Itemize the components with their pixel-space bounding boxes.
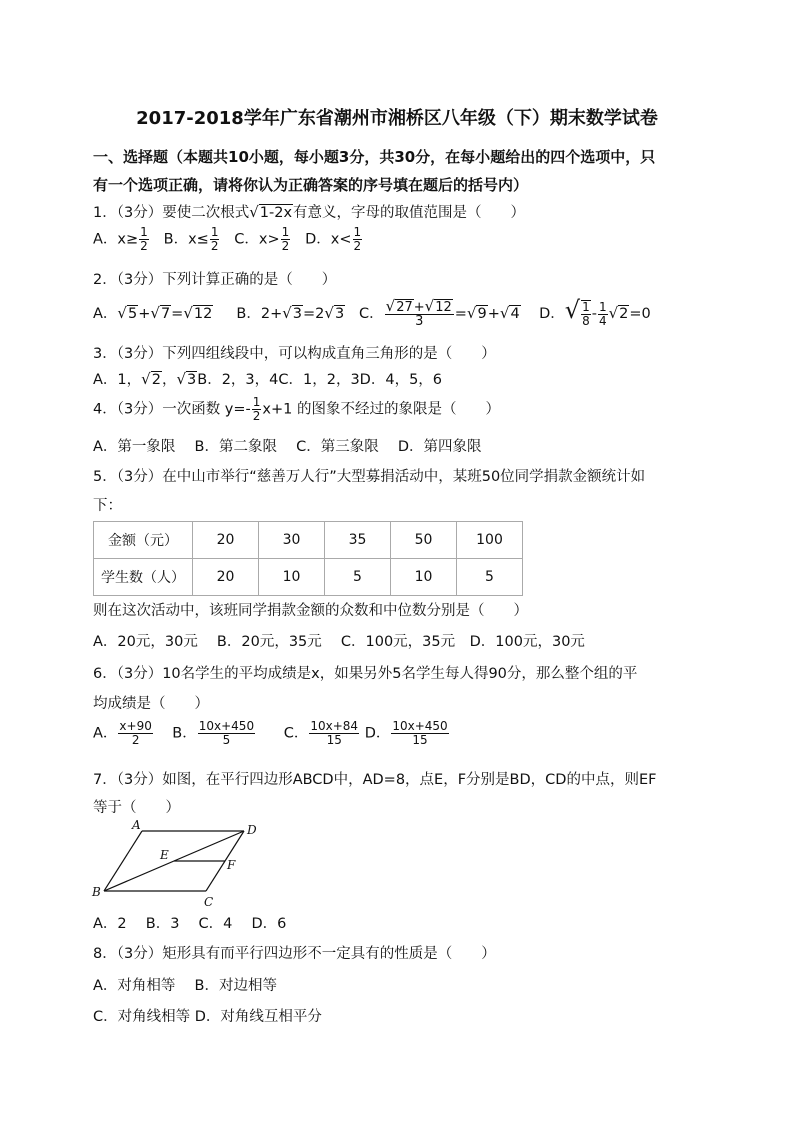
- q7-stem-line2: 等于（ ）: [93, 800, 180, 816]
- q2-options: A．√5+√7=√12 B．2+√3=2√3 C． $\frac{√27+√12}{3}$ =√9+√4 D．√ $\frac{1}{8}$ - $\frac{1}{4}$ √2=0: [93, 296, 651, 329]
- table-cell: 35: [325, 522, 391, 559]
- page-title: 2017-2018学年广东省潮州市湘桥区八年级（下）期末数学试卷: [136, 108, 658, 129]
- q1-frac-b: $\frac{1}{2}$: [210, 225, 219, 253]
- q1-option-a: A．x≥: [93, 231, 139, 248]
- table-row: [94, 559, 523, 596]
- q1-option-c: C．x>: [234, 231, 280, 248]
- q2-option-b: B．2+: [236, 306, 283, 322]
- q2-option-d: D．: [539, 306, 565, 322]
- label-c: C: [204, 895, 214, 908]
- q3-options: A．1，√2，√3B．2，3，4C．1，2，3D．4，5，6: [93, 370, 443, 388]
- label-b: B: [92, 885, 101, 899]
- q1-stem-text: 1．（3分）要使二次根式: [93, 205, 250, 221]
- q5-question: 则在这次活动中，该班同学捐款金额的众数和中位数分别是（ ）: [93, 603, 528, 619]
- table-cell: 30: [259, 522, 325, 559]
- q2-c-fraction: $\frac{√27+√12}{3}$: [385, 297, 452, 329]
- q5-data-table: [93, 521, 523, 596]
- q1-option-b: B．x≤: [163, 231, 209, 248]
- q3-options-rest: B．2，3，4C．1，2，3D．4，5，6: [197, 372, 443, 388]
- label-f: F: [227, 858, 236, 872]
- q1-stem: 1．（3分）要使二次根式√1-2x有意义，字母的取值范围是（ ）: [93, 203, 526, 221]
- table-cell: 20: [193, 559, 259, 596]
- q6-stem-line1: 6．（3分）10名学生的平均成绩是x，如果另外5名学生每人得90分，那么整个组的平: [93, 666, 638, 682]
- table-cell: 5: [325, 559, 391, 596]
- q5-options: A．20元，30元 B．20元，35元 C．100元，35元 D．100元，30元: [93, 634, 585, 650]
- q6-options: A． $\frac{x+90}{2}$ B． $\frac{10x+450}{5}$ C． $\frac{10x+84}{15}$ D． $\frac{10x+450}{15}$: [93, 719, 448, 747]
- q3-stem: 3．（3分）下列四组线段中，可以构成直角三角形的是（ ）: [93, 346, 496, 362]
- table-cell: 50: [391, 522, 457, 559]
- q2-option-c: C．: [359, 306, 384, 322]
- table-header-students: 学生数（人）: [94, 559, 193, 596]
- parallelogram-figure: [90, 818, 270, 908]
- edge-ab: [104, 831, 142, 891]
- q6-option-c: C．: [283, 725, 309, 742]
- q6-option-d: D．: [364, 725, 391, 742]
- q1-frac-d: $\frac{1}{2}$: [353, 225, 362, 253]
- q2-stem: 2．（3分）下列计算正确的是（ ）: [93, 272, 337, 288]
- q4-options: A．第一象限 B．第二象限 C．第三象限 D．第四象限: [93, 439, 482, 455]
- table-cell: 100: [457, 522, 523, 559]
- q1-option-d: D．x<: [305, 231, 352, 248]
- q6-stem-line2: 均成绩是（ ）: [93, 696, 209, 712]
- q1-radicand: 1-2x: [259, 205, 293, 221]
- q8-stem: 8．（3分）矩形具有而平行四边形不一定具有的性质是（ ）: [93, 946, 496, 962]
- q7-options: A．2 B．3 C．4 D．6: [93, 916, 287, 932]
- q1-options: [93, 226, 363, 253]
- q1-frac-c: $\frac{1}{2}$: [281, 225, 290, 253]
- q1-stem-tail: 有意义，字母的取值范围是（ ）: [293, 205, 526, 221]
- q6-option-b: B．: [172, 725, 197, 742]
- q1-frac-a: $\frac{1}{2}$: [140, 225, 148, 253]
- table-cell: 5: [457, 559, 523, 596]
- label-a: A: [132, 818, 141, 832]
- q8-options-ab: A．对角相等 B．对边相等: [93, 978, 277, 994]
- q7-stem-line1: 7．（3分）如图，在平行四边形ABCD中，AD=8，点E，F分别是BD，CD的中点，则EF: [93, 772, 657, 788]
- q8-options-cd: C．对角线相等 D．对角线互相平分: [93, 1009, 322, 1025]
- q6-option-a: A．: [93, 725, 118, 742]
- table-cell: 10: [391, 559, 457, 596]
- q2-option-a: A．: [93, 306, 118, 322]
- section-heading-line1: 一、选择题（本题共10小题，每小题3分，共30分，在每小题给出的四个选项中，只: [93, 148, 656, 166]
- label-d: D: [247, 823, 257, 837]
- label-e: E: [160, 848, 169, 862]
- table-row: [94, 522, 523, 559]
- q4-stem: 4．（3分）一次函数 y=- $\frac{1}{2}$ x+1 的图象不经过的象限是（ ）: [93, 395, 500, 423]
- q5-stem-line1: 5．（3分）在中山市举行“慈善万人行”大型募捐活动中，某班50位同学捐款金额统计如: [93, 469, 646, 485]
- table-cell: 10: [259, 559, 325, 596]
- q5-stem-line2: 下：: [93, 498, 122, 514]
- table-cell: 20: [193, 522, 259, 559]
- section-heading-line2: 有一个选项正确，请将你认为正确答案的序号填在题后的括号内）: [93, 176, 529, 194]
- q3-option-a: A．1，: [93, 372, 142, 388]
- table-header-amount: 金额（元）: [94, 522, 193, 559]
